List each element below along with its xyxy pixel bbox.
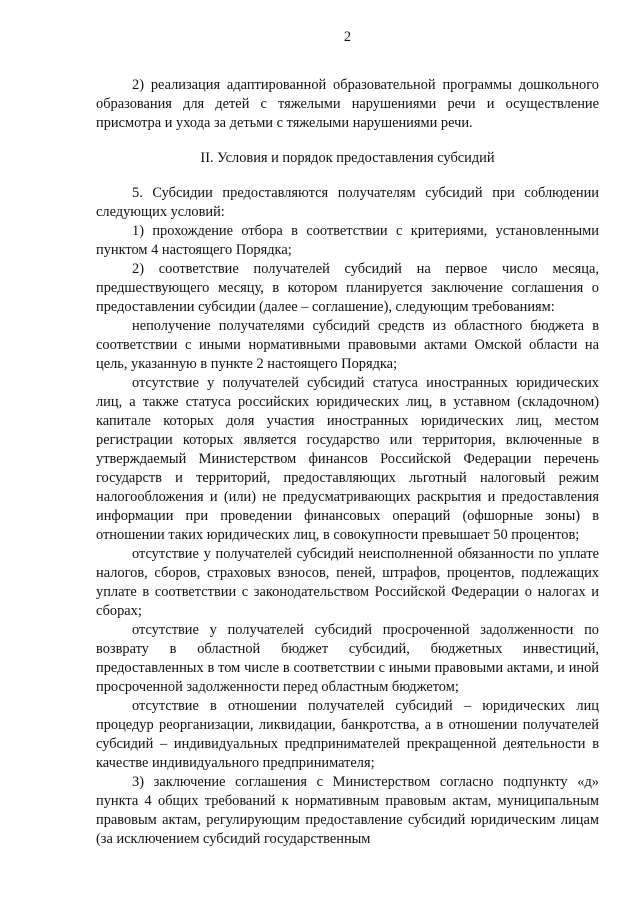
- requirement-no-reorganization: отсутствие в отношении получателей субсидий – юридических лиц процедур реорганизации, ликвидации, банкротства, а в отношении получателей субсидий – индивидуальных предпринимателей прекращенной деятельности в качестве индивидуального предпринимателя;: [96, 698, 599, 771]
- requirement-no-tax-debt: отсутствие у получателей субсидий неисполненной обязанности по уплате налогов, сборов, страховых взносов, пеней, штрафов, процентов, подлежащих уплате в соответствии с законодательством Российской Федерации о налогах и сборах;: [96, 546, 599, 619]
- paragraph-5-2: 2) соответствие получателей субсидий на первое число месяца, предшествующего месяцу, в котором планируется заключение соглашения о предоставлении субсидии (далее – соглашение), следующим требованиям:: [96, 261, 599, 315]
- requirement-no-overdue-debt: отсутствие у получателей субсидий просроченной задолженности по возврату в областной бюджет субсидий, бюджетных инвестиций, предоставленных в том числе в соответствии с иными правовыми актами, и иной просроченной задолженности перед областным бюджетом;: [96, 622, 599, 695]
- page-number: 2: [343, 29, 352, 45]
- paragraph-5-3: 3) заключение соглашения с Министерством согласно подпункту «д» пункта 4 общих требований к нормативным правовым актам, муниципальным правовым актам, регулирующим предоставление субсидий юридическим лицам (за исключением субсидий государственным: [96, 774, 599, 847]
- paragraph-intro-item-2: 2) реализация адаптированной образовательной программы дошкольного образования для детей с тяжелыми нарушениями речи и осуществление присмотра и ухода за детьми с тяжелыми нарушениями речи.: [96, 77, 599, 131]
- paragraph-5-1: 1) прохождение отбора в соответствии с критериями, установленными пунктом 4 настоящего Порядка;: [96, 223, 599, 258]
- requirement-no-foreign-status: отсутствие у получателей субсидий статуса иностранных юридических лиц, а также статуса российских юридических лиц, в уставном (складочном) капитале которых доля участия иностранных юридических лиц, местом регистрации которых является государство или территория, включенные в утверждаемый Министерством финансов Российской Федерации перечень государств и территорий, предоставляющих льготный налоговый режим налогообложения и (или) не предусматривающих раскрытия и предоставления информации при проведении финансовых операций (офшорные зоны) в отношении таких юридических лиц, в совокупности превышает 50 процентов;: [96, 375, 599, 543]
- requirement-no-funds: неполучение получателями субсидий средств из областного бюджета в соответствии с иными нормативными правовыми актами Омской области на цель, указанную в пункте 2 настоящего Порядка;: [96, 318, 599, 372]
- section-title: II. Условия и порядок предоставления субсидий: [200, 150, 495, 166]
- paragraph-5: 5. Субсидии предоставляются получателям субсидий при соблюдении следующих условий:: [96, 185, 599, 220]
- document-body: [96, 76, 599, 849]
